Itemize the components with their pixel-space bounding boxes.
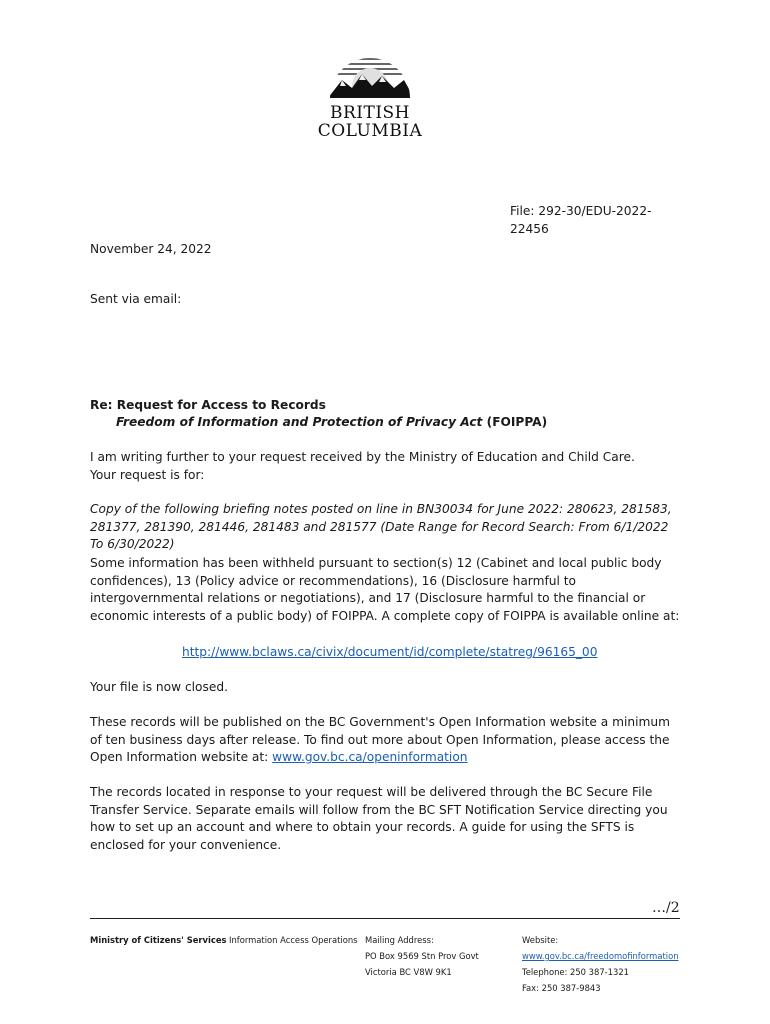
re-line: Re: Request for Access to Records <box>90 398 326 412</box>
sent-via: Sent via email: <box>90 292 182 306</box>
bc-logo <box>310 40 430 150</box>
closed-paragraph: Your file is now closed. <box>90 680 228 694</box>
footer-website-label: Website: <box>522 935 559 945</box>
page-continuation: …/2 <box>652 900 680 916</box>
sfts-paragraph: The records located in response to your request will be delivered through the BC Secure File Transfer Service. Separate emails will follow from the BC SFT Notification Service directing you how to set up an account and where to obtain your records. A guide for using the SFTS is enclosed for your convenience. <box>90 785 668 852</box>
logo-text-line1: BRITISH <box>329 103 411 123</box>
footer-ministry: Ministry of Citizens' Services <box>90 935 227 945</box>
withheld-paragraph: Some information has been withheld pursuant to section(s) 12 (Cabinet and local public body confidences), 13 (Policy advice or recommendations), 16 (Disclosure harmful to intergovernmental relations or negotiations), and 17 (Disclosure harmful to the financial or economic interests of a public body) of FOIPPA. A complete copy of FOIPPA is available online at: <box>90 556 680 623</box>
footer-website-link[interactable]: www.gov.bc.ca/freedomofinformation <box>522 951 679 961</box>
foippa-link-row <box>182 644 602 662</box>
footer-office: Information Access Operations <box>229 935 358 945</box>
open-info-link[interactable]: www.gov.bc.ca/openinformation <box>272 750 468 764</box>
footer-mailing-label: Mailing Address: <box>365 935 434 945</box>
footer-divider <box>90 918 680 919</box>
letter-date: November 24, 2022 <box>90 242 212 256</box>
open-info-paragraph <box>90 714 680 767</box>
file-reference: File: 292-30/EDU-2022-22456 <box>510 204 652 236</box>
re-act-line <box>116 414 676 432</box>
request-text: Copy of the following briefing notes posted on line in BN30034 for June 2022: 280623, 281583, 281377, 281390, 281446, 281483 and 281577 (Date Range for Record Search: From 6/1/2022 To 6/30/2022) <box>90 502 672 551</box>
foippa-link[interactable]: http://www.bclaws.ca/civix/document/id/complete/statreg/96165_00 <box>182 645 598 659</box>
bc-sun-mountains-icon <box>310 40 430 102</box>
intro-paragraph: I am writing further to your request received by the Ministry of Education and Child Care. Your request is for: <box>90 450 635 482</box>
footer-website-row <box>522 948 679 964</box>
act-abbr: (FOIPPA) <box>482 415 548 429</box>
open-info-text: These records will be published on the BC Government's Open Information website a minimum of ten business days after release. To find out more about Open Information, please access the Open Information website at: <box>90 715 670 764</box>
act-title: Freedom of Information and Protection of Privacy Act <box>116 415 483 429</box>
footer-mailing-line1: PO Box 9569 Stn Prov Govt <box>365 951 479 961</box>
logo-text-line2: COLUMBIA <box>317 121 423 141</box>
footer-telephone: Telephone: 250 387-1321 <box>522 967 629 977</box>
footer-mailing-line2: Victoria BC V8W 9K1 <box>365 967 452 977</box>
footer-fax: Fax: 250 387-9843 <box>522 983 601 993</box>
